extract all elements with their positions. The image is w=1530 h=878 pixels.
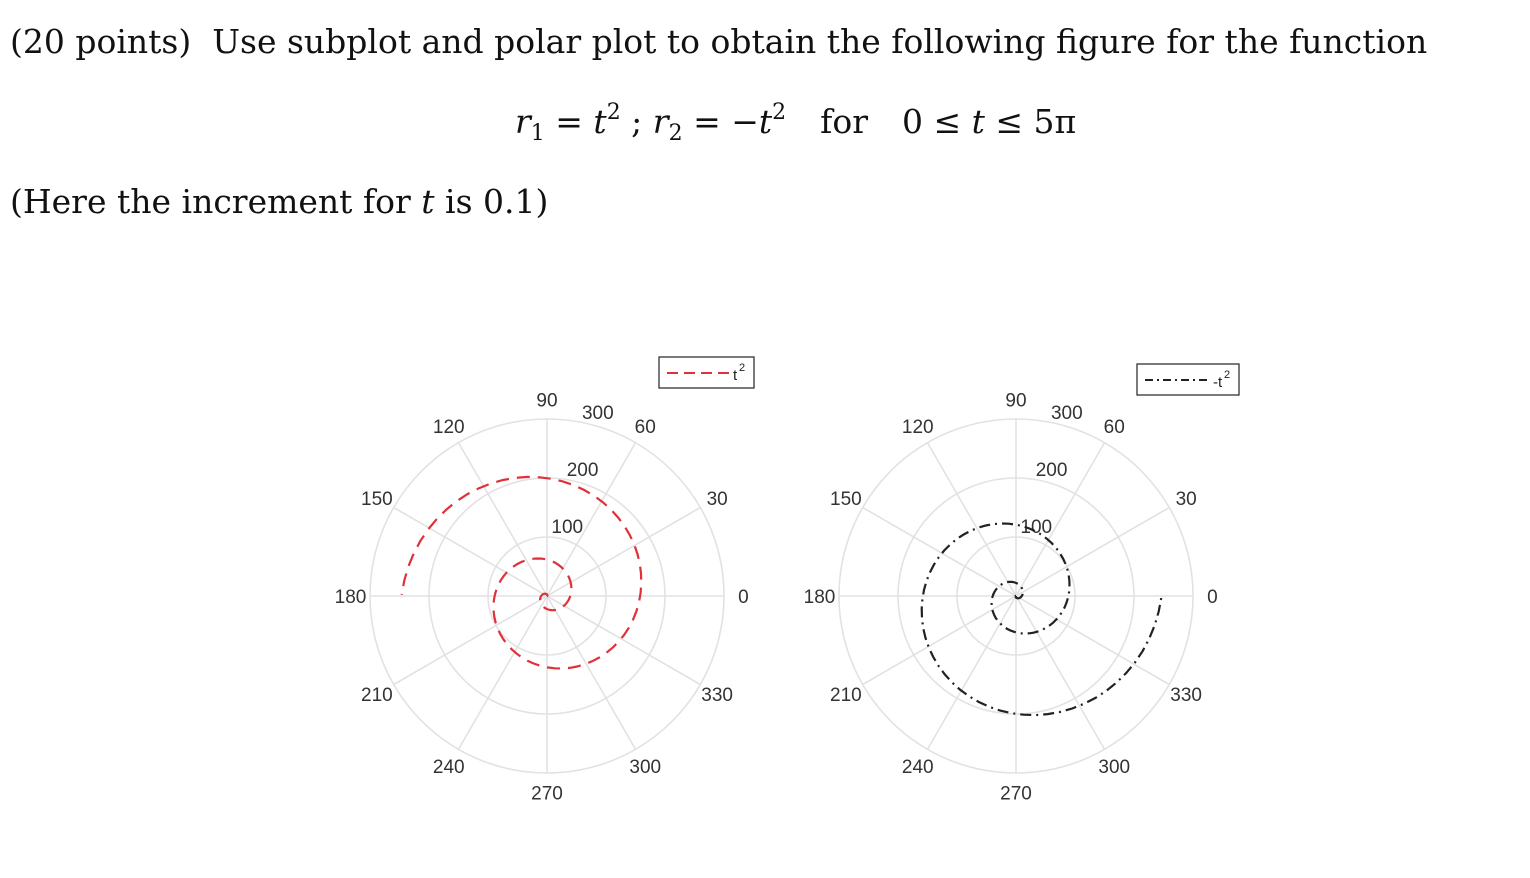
theta-tick-label: 330: [1170, 685, 1202, 707]
theta-tick-label: 120: [432, 416, 465, 438]
legend-label: t: [733, 367, 738, 384]
r-tick-label: 200: [1035, 460, 1068, 482]
legend-label: -t: [1213, 374, 1223, 391]
eq-r2: r: [652, 102, 669, 141]
r-tick-label: 300: [1050, 403, 1083, 425]
r-tick-label: 100: [551, 517, 584, 539]
eq-equals-1: =: [544, 102, 594, 141]
theta-grid-line: [1016, 596, 1105, 749]
theta-grid-line: [394, 508, 547, 597]
theta-tick-label: 90: [1005, 390, 1027, 412]
eq-r1-sub: 1: [530, 121, 545, 146]
eq-t2-exp: 2: [772, 100, 787, 125]
eq-equals-2: = −: [682, 102, 759, 141]
r-tick-label: 300: [581, 403, 614, 425]
theta-grid-line: [1016, 596, 1169, 685]
eq-t1: t: [593, 102, 607, 141]
theta-grid-line: [459, 443, 548, 596]
theta-tick-label: 150: [830, 488, 862, 510]
eq-range-end: ≤ 5π: [984, 102, 1077, 141]
theta-grid-line: [547, 596, 700, 685]
theta-tick-label: 150: [361, 488, 393, 510]
theta-tick-label: 330: [701, 685, 733, 707]
theta-tick-label: 30: [706, 488, 728, 510]
theta-tick-label: 300: [629, 757, 662, 779]
question-text: Use subplot and polar plot to obtain the following figure for the function: [212, 22, 1428, 61]
theta-grid-line: [863, 508, 1016, 597]
theta-grid-line: [928, 596, 1017, 749]
eq-range-var: t: [971, 102, 985, 141]
theta-grid-line: [394, 596, 547, 685]
eq-t2: t: [758, 102, 773, 141]
legend-label-exponent: 2: [739, 362, 746, 374]
eq-t1-exp: 2: [606, 100, 621, 125]
theta-tick-label: 30: [1175, 488, 1197, 510]
eq-range-start: 0 ≤: [901, 102, 972, 141]
theta-tick-label: 0: [1207, 587, 1218, 608]
eq-separator: ;: [620, 102, 653, 141]
r-tick-label: 100: [1020, 517, 1053, 539]
polar-axes-1: [335, 357, 754, 804]
question-points: (20 points): [10, 22, 192, 61]
theta-grid-line: [459, 596, 548, 749]
theta-tick-label: 0: [738, 587, 749, 608]
theta-tick-label: 60: [1103, 416, 1125, 438]
theta-grid-line: [863, 596, 1016, 685]
theta-tick-label: 90: [536, 390, 558, 412]
theta-tick-label: 210: [830, 685, 862, 707]
theta-tick-label: 180: [334, 587, 367, 608]
theta-tick-label: 120: [901, 416, 934, 438]
note-after: is 0.1): [434, 182, 549, 221]
theta-tick-label: 210: [361, 685, 393, 707]
theta-grid-line: [928, 443, 1017, 596]
note-var: t: [421, 182, 435, 221]
legend: [659, 357, 754, 388]
legend-label-exponent: 2: [1224, 369, 1231, 381]
theta-tick-label: 270: [1000, 783, 1032, 805]
eq-r2-sub: 2: [668, 121, 683, 146]
eq-for: for: [820, 102, 868, 141]
note-before: (Here the increment for: [10, 182, 422, 221]
eq-r1: r: [515, 102, 531, 141]
legend: [1137, 364, 1239, 395]
theta-tick-label: 240: [901, 757, 934, 779]
theta-tick-label: 270: [531, 783, 563, 805]
theta-grid-line: [547, 596, 636, 749]
polar-axes-2: [804, 364, 1239, 804]
r-tick-label: 200: [566, 460, 599, 482]
theta-tick-label: 300: [1098, 757, 1131, 779]
theta-tick-label: 60: [634, 416, 656, 438]
theta-tick-label: 240: [432, 757, 465, 779]
theta-tick-label: 180: [803, 587, 836, 608]
